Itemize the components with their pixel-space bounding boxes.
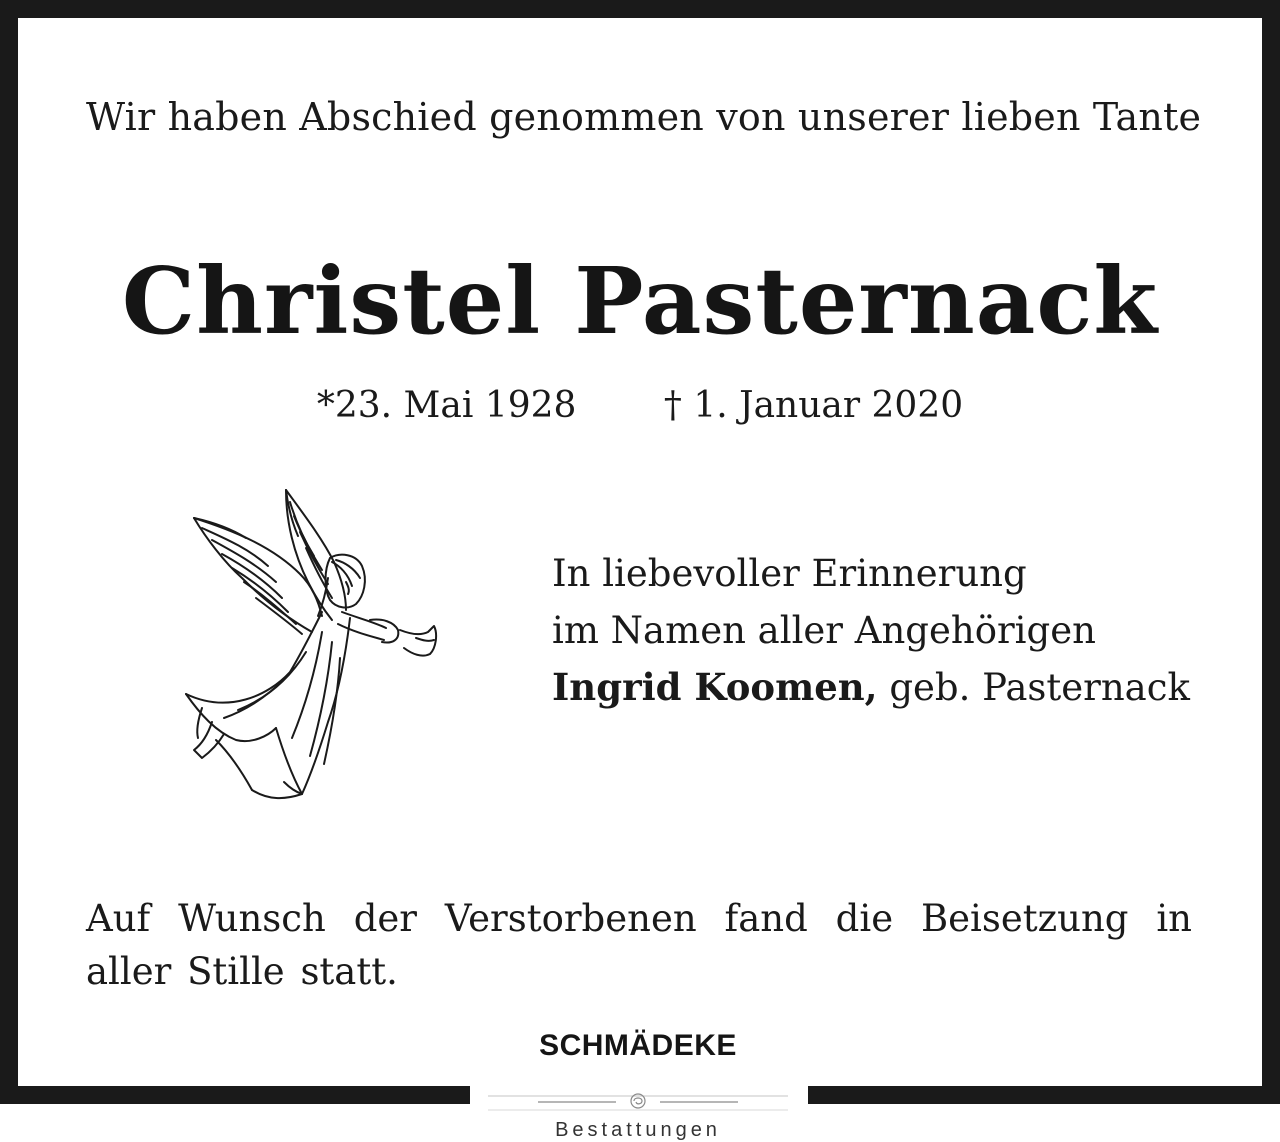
funeral-home-subtitle: Bestattungen bbox=[555, 1119, 721, 1141]
remembrance-line-2: im Namen aller Angehörigen bbox=[552, 609, 1096, 652]
funeral-home-name: SCHMÄDEKE bbox=[539, 1029, 737, 1062]
ornament-icon bbox=[488, 1088, 788, 1114]
border-top bbox=[0, 0, 1280, 18]
life-dates bbox=[0, 384, 1280, 428]
burial-notice-line-1: Auf Wunsch der Verstorbenen fand die Beisetzung in bbox=[86, 897, 1192, 940]
angel-illustration bbox=[172, 482, 444, 812]
intro-text: Wir haben Abschied genommen von unserer lieben Tante bbox=[86, 95, 1202, 139]
death-date: † 1. Januar 2020 bbox=[663, 385, 964, 426]
signer-line bbox=[552, 659, 1212, 716]
funeral-home-logo bbox=[488, 1026, 788, 1141]
border-bottom-left bbox=[0, 1086, 470, 1104]
remembrance-line-1: In liebevoller Erinnerung bbox=[552, 552, 1027, 595]
border-left bbox=[0, 0, 18, 1104]
remembrance-block bbox=[552, 545, 1212, 716]
border-bottom-right bbox=[808, 1086, 1280, 1104]
burial-notice bbox=[86, 892, 1192, 998]
border-right bbox=[1262, 0, 1280, 1104]
deceased-name: Christel Pasternack bbox=[121, 247, 1159, 355]
signer-name: Ingrid Koomen, bbox=[552, 665, 878, 709]
signer-suffix: geb. Pasternack bbox=[877, 666, 1190, 709]
burial-notice-line-2: aller Stille statt. bbox=[86, 950, 398, 993]
birth-date: *23. Mai 1928 bbox=[316, 385, 577, 426]
